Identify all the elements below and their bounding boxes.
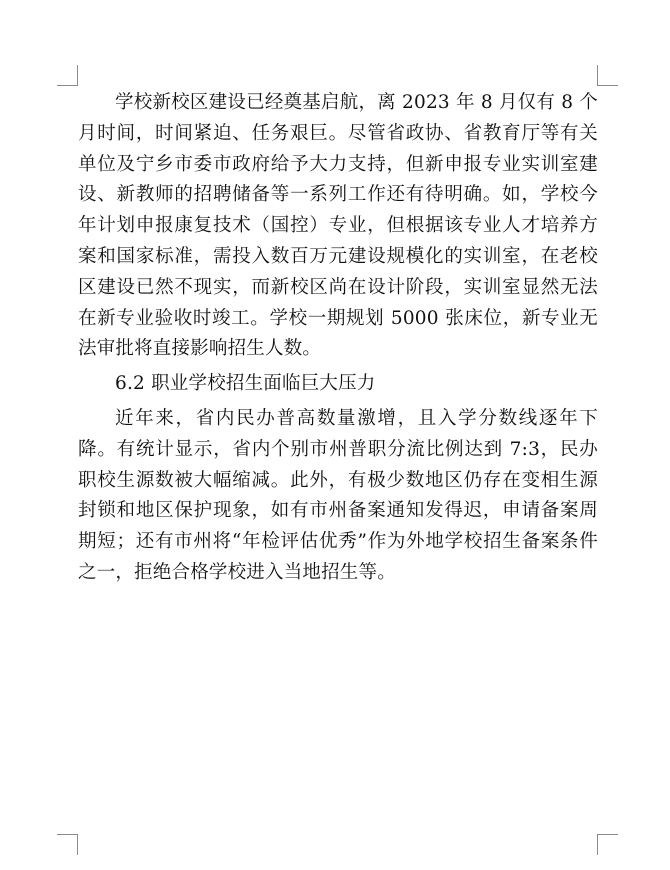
paragraph-campus-construction: 学校新校区建设已经奠基启航，离 2023 年 8 月仅有 8 个月时间，时间紧迫、任务艰巨。尽管省政协、省教育厅等有关单位及宁乡市委市政府给予大力支持，但新申报专业实训室建设、新教师的招聘储备等一系列工作还有待明确。如，学校今年计划申报康复技术（国控）专业，但根据该专业人才培养方案和国家标准，需投入数百万元建设规模化的实训室，在老校区建设已然不现实，而新校区尚在设计阶段，实训室显然无法在新专业验收时竣工。学校一期规划 5000 张床位，新专业无法审批将直接影响招生人数。 <box>78 92 598 360</box>
document-body <box>78 88 598 589</box>
section-heading-6-2: 6.2 职业学校招生面临巨大压力 <box>115 373 376 395</box>
bottom-right-margin-mark <box>597 834 618 855</box>
top-left-margin-mark <box>57 65 78 86</box>
bottom-left-margin-mark <box>57 834 78 855</box>
paragraph-enrollment-pressure: 近年来，省内民办普高数量激增，且入学分数线逐年下降。有统计显示，省内个别市州普职分流比例达到 7:3，民办职校生源数被大幅缩减。此外，有极少数地区仍存在变相生源封锁和地区保护现象，如有市州备案通知发得迟，申请备案周期短；还有市州将“年检评估优秀”作为外地学校招生备案条件之一，拒绝合格学校进入当地招生等。 <box>78 407 598 583</box>
top-right-margin-mark <box>597 65 618 86</box>
